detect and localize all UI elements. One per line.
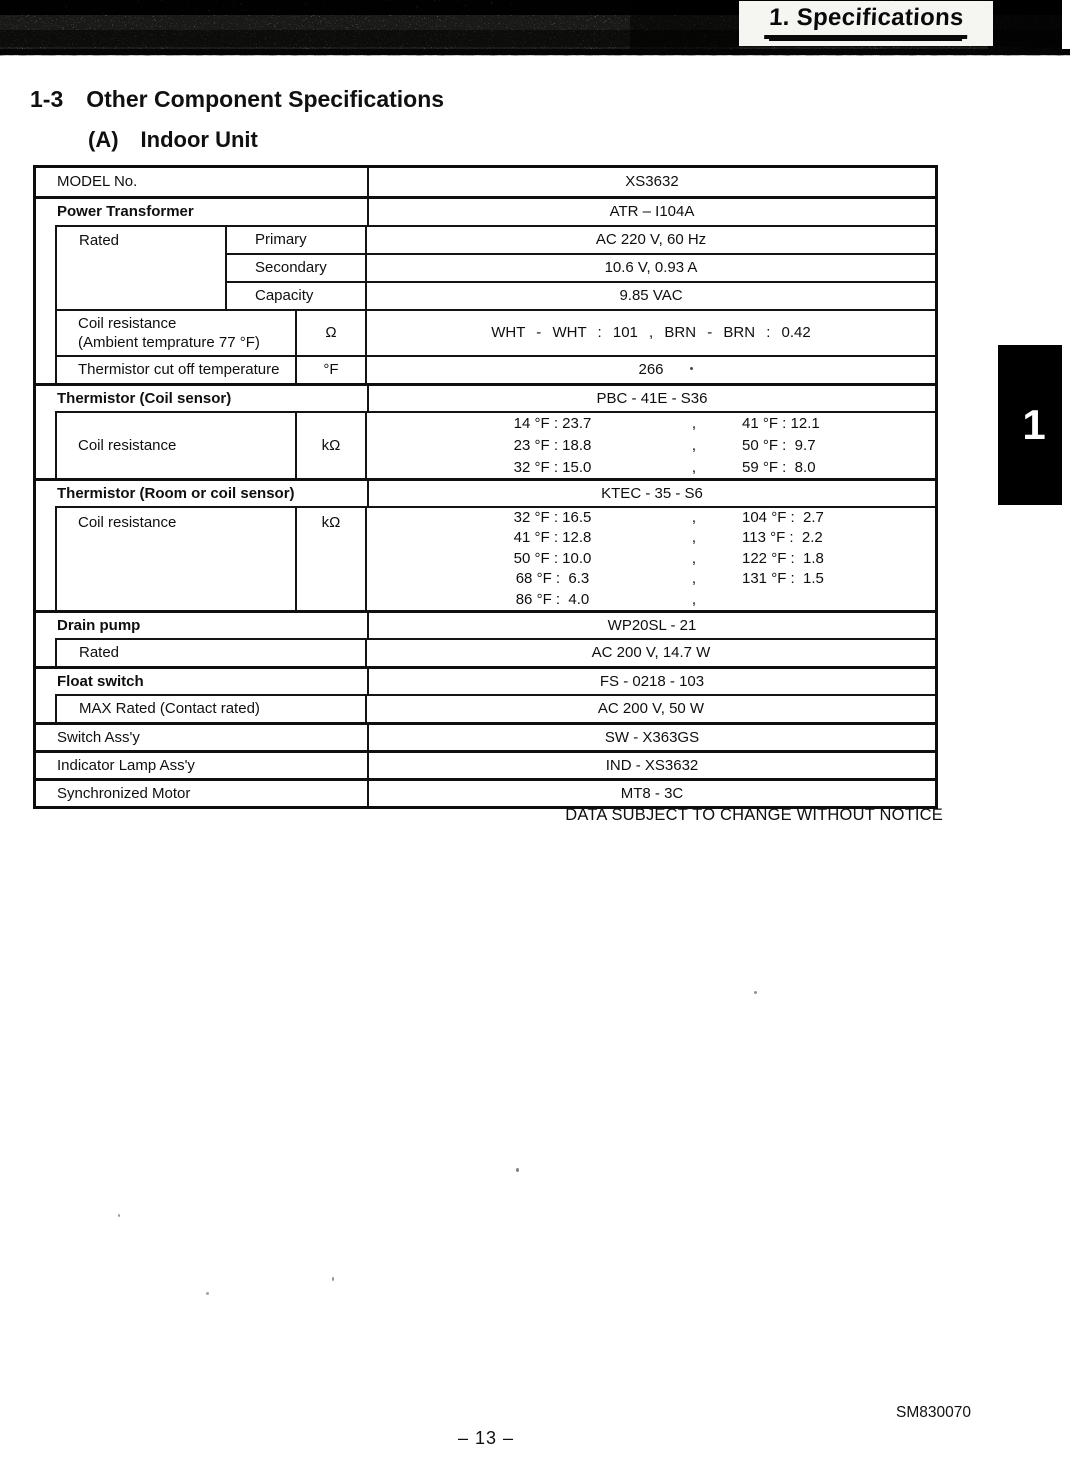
subsection-letter: (A) <box>88 127 119 152</box>
temp-value-left: 86 °F : 4.0 <box>515 590 590 608</box>
table-row-room-sensor-resistance <box>36 506 935 610</box>
temp-value-right: 41 °F : 12.1 <box>742 414 820 432</box>
value-line <box>367 457 935 479</box>
row-value: AC 200 V, 50 W <box>365 694 935 722</box>
row-value: WP20SL - 21 <box>367 610 935 638</box>
scan-speck <box>516 1168 519 1172</box>
table-row-drain-pump-rated <box>36 638 935 666</box>
row-unit: kΩ <box>295 411 365 478</box>
row-label: Thermistor cut off temperature <box>55 355 295 383</box>
page-header-banner <box>0 0 1070 56</box>
value-separator: , <box>691 458 697 476</box>
indent-spacer <box>36 225 55 309</box>
row-label: Indicator Lamp Ass'y <box>36 750 367 778</box>
spec-table <box>33 165 938 809</box>
temp-value-right: 131 °F : 1.5 <box>742 570 824 588</box>
row-label: Rated <box>55 638 365 666</box>
scan-speck <box>206 1292 209 1295</box>
row-label-line1: Coil resistance <box>78 315 177 332</box>
table-row-thermistor-room-sensor <box>36 478 935 506</box>
group-label: Rated <box>55 225 225 309</box>
scan-speck <box>118 1214 120 1217</box>
temp-value-right: 122 °F : 1.8 <box>742 549 824 567</box>
indent-spacer <box>36 638 55 666</box>
row-value: FS - 0218 - 103 <box>367 666 935 694</box>
row-value: KTEC - 35 - S6 <box>367 478 935 506</box>
value-separator: , <box>691 436 697 454</box>
scan-speck <box>754 991 757 994</box>
row-label: Capacity <box>225 281 365 309</box>
table-row-float-max-rated <box>36 694 935 722</box>
row-value-list <box>365 411 935 478</box>
table-row-coil-resistance <box>36 309 935 355</box>
table-group-rated <box>36 225 935 309</box>
indent-spacer <box>36 506 55 610</box>
value-separator: , <box>691 570 697 588</box>
table-row-indicator-lamp <box>36 750 935 778</box>
indent-spacer <box>36 411 55 478</box>
row-value: AC 220 V, 60 Hz <box>365 225 935 253</box>
temp-value-left: 41 °F : 12.8 <box>513 529 592 547</box>
table-row-primary <box>225 225 935 253</box>
table-row-model <box>36 168 935 196</box>
value-line <box>367 549 935 569</box>
row-label: Thermistor (Room or coil sensor) <box>36 478 367 506</box>
row-unit: kΩ <box>295 506 365 610</box>
value-line <box>367 528 935 548</box>
chapter-tab-number: 1 <box>1022 401 1046 448</box>
data-change-notice: DATA SUBJECT TO CHANGE WITHOUT NOTICE <box>565 806 943 824</box>
section-title: Other Component Specifications <box>86 86 445 112</box>
subsection-title: Indoor Unit <box>140 127 258 152</box>
row-label: Coil resistance <box>55 411 295 478</box>
section-heading <box>30 86 444 113</box>
row-label: Power Transformer <box>36 196 367 225</box>
temp-value-right: 104 °F : 2.7 <box>742 509 824 527</box>
table-row-synchronized-motor <box>36 778 935 806</box>
row-value: 10.6 V, 0.93 A <box>365 253 935 281</box>
section-number: 1-3 <box>30 86 64 112</box>
group-subrows <box>225 225 935 309</box>
indent-spacer <box>36 309 55 355</box>
subsection-heading <box>88 127 258 153</box>
page-number: – 13 – <box>458 1428 515 1448</box>
value-line <box>367 569 935 589</box>
row-value: SW - X363GS <box>367 722 935 750</box>
temp-value-right <box>742 590 935 610</box>
row-value: IND - XS3632 <box>367 750 935 778</box>
temp-value-left: 23 °F : 18.8 <box>513 436 592 454</box>
value-separator: , <box>691 414 697 432</box>
value-separator: , <box>691 529 697 547</box>
row-label: Primary <box>225 225 365 253</box>
row-unit: Ω <box>295 309 365 355</box>
value-line <box>367 508 935 528</box>
temp-value-left: 32 °F : 16.5 <box>513 509 592 527</box>
temp-value-right: 113 °F : 2.2 <box>742 529 823 547</box>
temp-value-left: 32 °F : 15.0 <box>513 458 592 476</box>
row-label <box>55 309 295 355</box>
row-value: XS3632 <box>367 168 935 196</box>
table-row-thermistor-cutoff <box>36 355 935 383</box>
row-value: WHT - WHT : 101 , BRN - BRN : 0.42 <box>365 309 935 355</box>
banner-divider-line <box>0 49 1070 55</box>
table-row-switch-assy <box>36 722 935 750</box>
row-label: Secondary <box>225 253 365 281</box>
indent-spacer <box>36 355 55 383</box>
row-value: AC 200 V, 14.7 W <box>365 638 935 666</box>
table-row-drain-pump <box>36 610 935 638</box>
value-line <box>367 435 935 457</box>
row-value: 9.85 VAC <box>365 281 935 309</box>
row-label: Float switch <box>36 666 367 694</box>
value-separator: , <box>691 590 697 608</box>
value-line <box>367 413 935 435</box>
temp-value-left: 68 °F : 6.3 <box>515 570 590 588</box>
row-label: Switch Ass'y <box>36 722 367 750</box>
row-unit: °F <box>295 355 365 383</box>
row-label-line2: (Ambient temprature 77 °F) <box>78 334 260 351</box>
table-row-thermistor-coil-sensor <box>36 383 935 411</box>
row-label: MODEL No. <box>57 173 138 190</box>
row-label: Drain pump <box>36 610 367 638</box>
document-code: SM830070 <box>896 1404 971 1421</box>
row-value: 266 <box>365 355 935 383</box>
row-value-list <box>365 506 935 610</box>
table-row-coil-sensor-resistance <box>36 411 935 478</box>
banner-title: 1. Specifications <box>764 4 968 39</box>
temp-value-right: 59 °F : 8.0 <box>742 458 816 476</box>
value-separator: , <box>691 509 697 527</box>
temp-value-left: 14 °F : 23.7 <box>513 414 592 432</box>
row-value: PBC - 41E - S36 <box>367 383 935 411</box>
indent-spacer <box>36 694 55 722</box>
table-row-secondary <box>225 253 935 281</box>
value-separator: , <box>691 549 697 567</box>
value-line <box>367 590 935 610</box>
row-value: MT8 - 3C <box>367 778 935 806</box>
temp-value-right: 50 °F : 9.7 <box>742 436 816 454</box>
table-row-float-switch <box>36 666 935 694</box>
banner-title-box <box>739 1 993 46</box>
chapter-tab <box>998 345 1062 505</box>
table-row-capacity <box>225 281 935 309</box>
scan-speck <box>690 367 693 370</box>
row-label: Coil resistance <box>55 506 295 610</box>
row-label: MAX Rated (Contact rated) <box>55 694 365 722</box>
row-value: ATR – I104A <box>367 196 935 225</box>
scan-speck <box>332 1277 334 1281</box>
row-label: Synchronized Motor <box>36 778 367 806</box>
table-row-power-transformer <box>36 196 935 225</box>
temp-value-left: 50 °F : 10.0 <box>513 549 592 567</box>
row-label: Thermistor (Coil sensor) <box>36 383 367 411</box>
